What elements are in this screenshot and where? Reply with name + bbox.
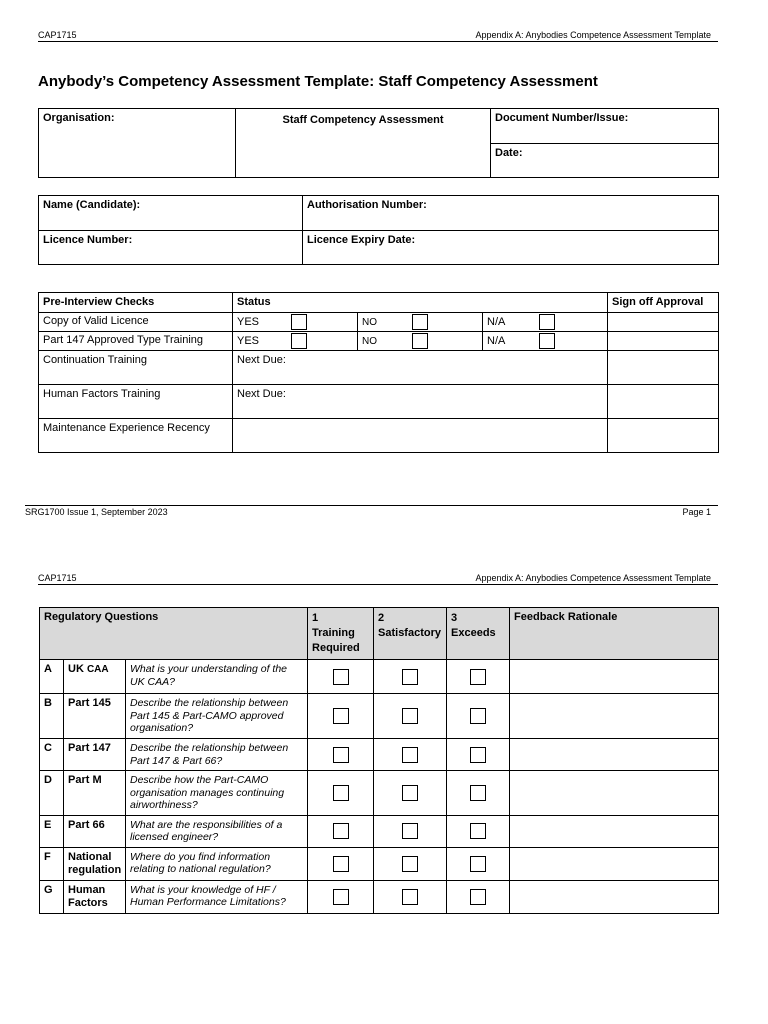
question-letter: A [40, 660, 64, 694]
question-topic: UK [68, 663, 84, 675]
satisfactory-checkbox[interactable] [402, 823, 418, 839]
exceeds-checkbox[interactable] [470, 708, 486, 724]
question-topic: Part 147 [64, 739, 126, 771]
na-checkbox[interactable] [539, 314, 555, 330]
question-topic-small: CAA [86, 664, 109, 675]
page1-header-right: Appendix A: Anybodies Competence Assessment Template [475, 30, 711, 40]
sign-off-cell[interactable] [608, 332, 719, 351]
no-label: NO [362, 335, 377, 347]
exceeds-checkbox[interactable] [470, 889, 486, 905]
training-required-header [308, 608, 374, 660]
question-text: What is your understanding of the UK CAA? [126, 660, 308, 694]
page1-footer-rule [25, 505, 718, 506]
page2-header-right: Appendix A: Anybodies Competence Assessment Template [475, 573, 711, 583]
question-row [40, 739, 719, 771]
training-required-checkbox[interactable] [333, 669, 349, 685]
col1-num: 1 [312, 612, 319, 624]
exceeds-header [447, 608, 510, 660]
checks-header: Pre-Interview Checks [39, 293, 233, 313]
exceeds-checkbox[interactable] [470, 823, 486, 839]
next-due-label: Next Due: [233, 385, 608, 419]
satisfactory-header [374, 608, 447, 660]
regulatory-questions-header: Regulatory Questions [40, 608, 308, 660]
training-required-checkbox[interactable] [333, 889, 349, 905]
col1-label: Training Required [312, 627, 360, 654]
check-row [39, 351, 719, 385]
sign-off-cell[interactable] [608, 351, 719, 385]
question-topic: Part 145 [64, 694, 126, 739]
training-required-checkbox[interactable] [333, 785, 349, 801]
na-checkbox[interactable] [539, 333, 555, 349]
feedback-cell[interactable] [510, 660, 719, 694]
check-row [39, 313, 719, 332]
organisation-label: Organisation: [39, 109, 236, 178]
sign-off-header: Sign off Approval [608, 293, 719, 313]
question-letter: F [40, 847, 64, 880]
status-cell[interactable] [233, 419, 608, 453]
question-topic: Human Factors [64, 880, 126, 913]
col3-label: Exceeds [451, 627, 496, 639]
candidate-name-label: Name (Candidate): [39, 196, 303, 231]
feedback-cell[interactable] [510, 880, 719, 913]
exceeds-checkbox[interactable] [470, 856, 486, 872]
training-required-checkbox[interactable] [333, 708, 349, 724]
sign-off-cell[interactable] [608, 419, 719, 453]
question-row [40, 880, 719, 913]
feedback-cell[interactable] [510, 815, 719, 847]
check-row [39, 419, 719, 453]
satisfactory-checkbox[interactable] [402, 708, 418, 724]
exceeds-checkbox[interactable] [470, 747, 486, 763]
col3-num: 3 [451, 612, 458, 624]
na-label: N/A [487, 315, 506, 328]
question-text: Where do you find information relating to national regulation? [126, 847, 308, 880]
yes-label: YES [237, 315, 260, 328]
candidate-table [38, 195, 719, 265]
col2-label: Satisfactory [378, 627, 441, 639]
yes-checkbox[interactable] [291, 314, 307, 330]
question-letter: C [40, 739, 64, 771]
page1-footer-left: SRG1700 Issue 1, September 2023 [25, 507, 168, 517]
check-label: Copy of Valid Licence [39, 313, 233, 332]
feedback-cell[interactable] [510, 739, 719, 771]
satisfactory-checkbox[interactable] [402, 856, 418, 872]
next-due-label: Next Due: [233, 351, 608, 385]
question-text: Describe the relationship between Part 145 & Part-CAMO approved organisation? [126, 694, 308, 739]
document-number-label: Document Number/Issue: [491, 109, 719, 144]
check-label: Human Factors Training [39, 385, 233, 419]
date-label: Date: [491, 144, 719, 178]
no-checkbox[interactable] [412, 333, 428, 349]
question-topic: Part M [64, 771, 126, 816]
yes-checkbox[interactable] [291, 333, 307, 349]
satisfactory-checkbox[interactable] [402, 889, 418, 905]
question-row [40, 815, 719, 847]
feedback-cell[interactable] [510, 771, 719, 816]
licence-expiry-label: Licence Expiry Date: [303, 231, 719, 265]
no-checkbox[interactable] [412, 314, 428, 330]
page1-header-left: CAP1715 [38, 30, 77, 40]
licence-number-label: Licence Number: [39, 231, 303, 265]
authorisation-number-label: Authorisation Number: [303, 196, 719, 231]
question-letter: D [40, 771, 64, 816]
question-row [40, 771, 719, 816]
page-title: Anybody’s Competency Assessment Template: Staff Competency Assessment [38, 73, 598, 90]
check-label: Continuation Training [39, 351, 233, 385]
question-row [40, 660, 719, 694]
pre-interview-checks-table [38, 292, 719, 453]
page1-footer-right: Page 1 [682, 507, 711, 517]
check-label: Maintenance Experience Recency [39, 419, 233, 453]
question-topic: Part 66 [64, 815, 126, 847]
organisation-table [38, 108, 719, 178]
question-letter: G [40, 880, 64, 913]
page2-header-left: CAP1715 [38, 573, 77, 583]
question-text: Describe how the Part-CAMO organisation manages continuing airworthiness? [126, 771, 308, 816]
question-letter: E [40, 815, 64, 847]
sign-off-cell[interactable] [608, 385, 719, 419]
question-text: What is your knowledge of HF / Human Performance Limitations? [126, 880, 308, 913]
question-topic: National regulation [64, 847, 126, 880]
na-label: N/A [487, 334, 506, 347]
exceeds-checkbox[interactable] [470, 785, 486, 801]
check-label: Part 147 Approved Type Training [39, 332, 233, 351]
staff-competency-label: Staff Competency Assessment [236, 109, 491, 178]
check-row [39, 332, 719, 351]
feedback-rationale-header: Feedback Rationale [510, 608, 719, 660]
training-required-checkbox[interactable] [333, 747, 349, 763]
regulatory-questions-table [39, 607, 719, 914]
status-header: Status [233, 293, 608, 313]
question-row [40, 847, 719, 880]
satisfactory-checkbox[interactable] [402, 785, 418, 801]
satisfactory-checkbox[interactable] [402, 747, 418, 763]
feedback-cell[interactable] [510, 694, 719, 739]
question-row [40, 694, 719, 739]
no-label: NO [362, 316, 377, 328]
question-text: What are the responsibilities of a licensed engineer? [126, 815, 308, 847]
training-required-checkbox[interactable] [333, 823, 349, 839]
page1-header-rule [38, 41, 718, 42]
col2-num: 2 [378, 612, 385, 624]
question-letter: B [40, 694, 64, 739]
question-text: Describe the relationship between Part 147 & Part 66? [126, 739, 308, 771]
page2-header-rule [38, 584, 718, 585]
exceeds-checkbox[interactable] [470, 669, 486, 685]
training-required-checkbox[interactable] [333, 856, 349, 872]
sign-off-cell[interactable] [608, 313, 719, 332]
satisfactory-checkbox[interactable] [402, 669, 418, 685]
yes-label: YES [237, 334, 260, 347]
check-row [39, 385, 719, 419]
feedback-cell[interactable] [510, 847, 719, 880]
